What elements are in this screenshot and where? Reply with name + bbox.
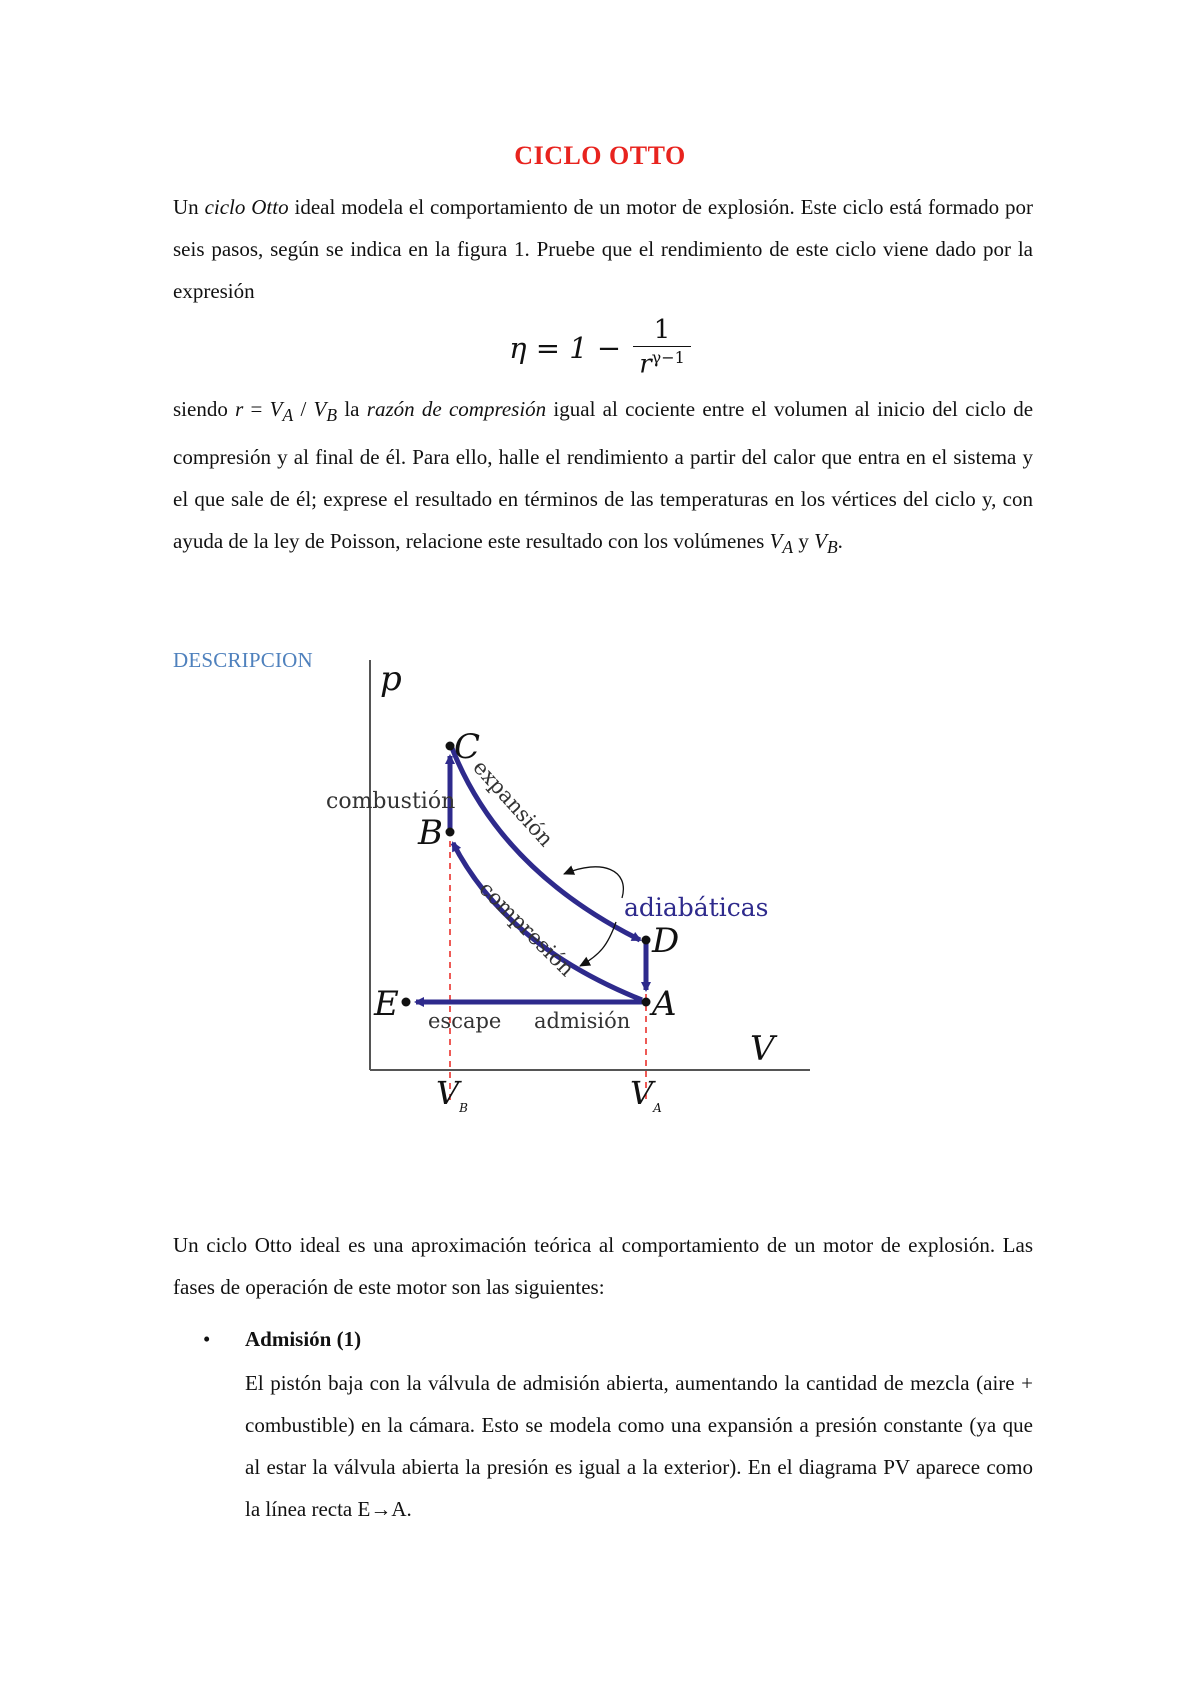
intro-emphasis-ciclo-otto: ciclo Otto	[204, 195, 289, 219]
list-item-body-admision: El pistón baja con la válvula de admisión abierta, aumentando la cantidad de mezcla (aire + combustible) en la cámara. Esto se modela como una expansión a presión constante (ya que al estar la válvula abierta la presión es igual a la exterior). En el diagrama PV aparece como la línea recta E→A.	[245, 1371, 1033, 1521]
admision-label: admisión	[534, 1009, 631, 1033]
vb-tick-sub: B	[459, 1101, 468, 1115]
intro-text-1: Un	[173, 195, 205, 219]
pv-diagram	[326, 659, 880, 1220]
formula-fraction	[633, 316, 691, 380]
vb-tick-label	[436, 1074, 468, 1115]
formula-lhs: η = 1 −	[509, 331, 622, 365]
formula-denominator	[633, 346, 691, 381]
def-end: .	[837, 529, 843, 554]
adiabaticas-label: adiabáticas	[624, 893, 769, 922]
def-text-1: siendo	[173, 397, 236, 421]
def-va: V	[269, 397, 283, 421]
point-c-label: C	[454, 727, 481, 767]
def-slash: /	[293, 397, 314, 421]
compression-label: compresión	[474, 876, 580, 982]
x-axis-label: V	[750, 1029, 775, 1069]
def-va2: V	[769, 529, 783, 554]
combustion-label: combustión	[326, 789, 456, 814]
point-a-label: A	[652, 984, 677, 1024]
va-tick-label	[630, 1074, 662, 1115]
formula-den-exponent: γ−1	[651, 347, 685, 367]
intro-text-2: ideal modela el comportamiento de un motor de explosión. Este ciclo está formado por seis pasos, según se indica en la figura 1. Pruebe que el rendimiento de este ciclo viene dado por la expresión	[173, 195, 1033, 303]
adiabatic-pointer-lower	[580, 922, 616, 966]
def-va2-sub-text: A	[782, 537, 794, 558]
def-vb: V	[313, 397, 327, 421]
def-vb-sub-text: B	[326, 405, 338, 426]
point-d-dot	[642, 936, 651, 945]
otto-phases-paragraph: Un ciclo Otto ideal es una aproximación teórica al comportamiento de un motor de explosión. Las fases de operación de este motor son las siguientes:	[173, 1233, 1033, 1299]
def-r: r	[235, 397, 244, 421]
escape-label: escape	[428, 1009, 502, 1033]
def-eq: =	[243, 397, 270, 421]
definition-paragraph	[173, 388, 1033, 568]
efficiency-formula	[0, 312, 1200, 384]
def-va-sub-text: A	[282, 405, 294, 426]
def-text-2: la	[337, 397, 367, 421]
section-heading-descripcion: DESCRIPCION	[173, 648, 313, 672]
def-va-sub	[282, 405, 293, 425]
intro-paragraph	[173, 186, 1033, 312]
def-vb2-sub	[827, 537, 838, 557]
def-text-3: igual al cociente entre el volumen al inicio del ciclo de compresión y al final de él. Para ello, halle el rendimiento a partir del calor que entra en el sistema y el que sale de él; exprese el resultado en términos de las temperaturas en los vértices del ciclo y, con ayuda de la ley de Poisson, relacione este resultado con los volúmenes	[173, 397, 1034, 554]
def-va2-sub	[782, 537, 793, 557]
adiabatic-pointer-upper	[564, 867, 623, 898]
vb-tick-main: V	[436, 1074, 460, 1112]
va-tick-sub: A	[653, 1101, 662, 1115]
def-emphasis-razon: razón de compresión	[366, 397, 547, 421]
point-b-label: B	[418, 813, 443, 853]
point-a-dot	[642, 998, 651, 1007]
formula-den-base: r	[639, 349, 652, 380]
formula-numerator: 1	[653, 314, 671, 345]
va-tick-main: V	[630, 1074, 654, 1112]
document-title: CICLO OTTO	[514, 141, 686, 170]
def-vb2: V	[814, 529, 827, 554]
point-d-label: D	[652, 921, 680, 961]
list-item-title-admision: Admisión (1)	[245, 1327, 362, 1351]
formula-expression	[509, 312, 691, 384]
expansion-label: expansión	[468, 755, 558, 852]
def-vb-sub	[326, 405, 337, 425]
def-and: y	[793, 529, 815, 554]
list-bullet-admision: •	[203, 1327, 211, 1351]
point-b-dot	[446, 828, 455, 837]
y-axis-label: p	[380, 659, 402, 699]
point-e-label: E	[374, 984, 399, 1024]
def-vb2-sub-text: B	[826, 537, 838, 558]
point-e-dot	[402, 998, 411, 1007]
path-a-to-b-compression	[453, 843, 642, 1000]
